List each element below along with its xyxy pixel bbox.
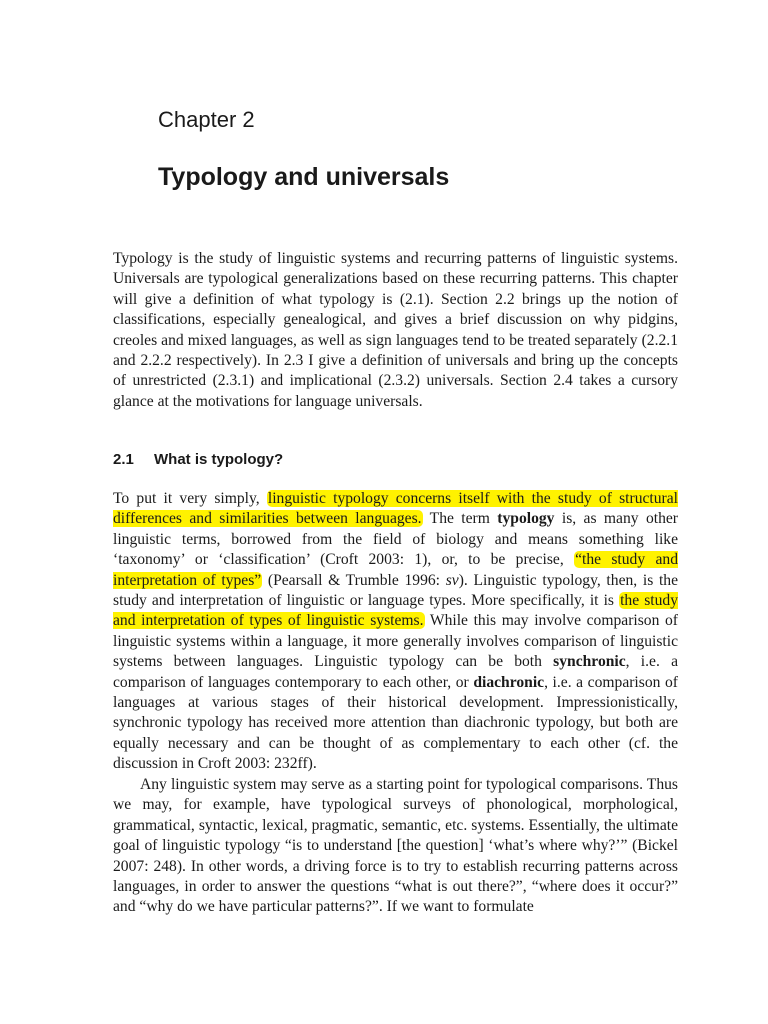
term-synchronic: synchronic	[553, 653, 626, 671]
text-run: (Pearsall & Trumble 1996:	[262, 571, 446, 589]
italic-sv: sv	[445, 571, 459, 589]
chapter-title: Typology and universals	[158, 163, 450, 191]
text-run: , i.e. a comparison of languages contemporary to each other, or	[113, 653, 678, 691]
text-run: , i.e. a comparison of languages at various stages of their historical development. Impressionistically, synchronic typology has received more attention than diachronic typology, but both are equally necessary and can be thought of as complementary to each other (cf. the discussion in Croft 2003: 232ff).	[113, 673, 678, 773]
text-run: To put it very simply,	[113, 490, 267, 507]
chapter-label: Chapter 2	[158, 107, 255, 132]
text-run: While this may involve comparison of linguistic systems within a language, it more generally involves comparison of linguistic systems between languages. Linguistic typology can be both	[113, 612, 678, 671]
text-run: The term	[422, 510, 498, 528]
body-paragraph-2: Any linguistic system may serve as a starting point for typological comparisons. Thus we may, for example, have typological surveys of phonological, morphological, grammatical, syntactic, lexical, pragmatic, semantic, etc. systems. Essentially, the ultimate goal of linguistic typology “is to understand [the question] ‘what’s where why?’” (Bickel 2007: 248). In other words, a driving force is to try to establish recurring patterns across languages, in order to answer the questions “what is out there?”, “where does it occur?” and “why do we have particular patterns?”. If we want to formulate	[113, 776, 678, 916]
text-run: is, as many other linguistic terms, borrowed from the field of biology and means something like ‘taxonomy’ or ‘classification’ (Croft 2003: 1), or, to be precise,	[113, 510, 679, 569]
highlight-1[interactable]: linguistic typology concerns itself with the study of structural differences and similarities between languages.	[113, 490, 678, 528]
highlight-3[interactable]: the study and interpretation of types of linguistic systems.	[113, 592, 678, 630]
term-diachronic: diachronic	[473, 673, 545, 691]
text-run: ). Linguistic typology, then, is the study and interpretation of linguistic or language types. More specifically, it is	[113, 571, 679, 610]
term-typology: typology	[497, 510, 555, 528]
section-title: What is typology?	[154, 451, 284, 468]
section-number: 2.1	[113, 451, 134, 468]
intro-paragraph: Typology is the study of linguistic systems and recurring patterns of linguistic systems. Universals are typological generalizations based on these recurring patterns. This chapter will give a definition of what typology is (2.1). Section 2.2 brings up the notion of classifications, especially genealogical, and gives a brief discussion on why pidgins, creoles and mixed languages, as well as sign languages tend to be treated separately (2.2.1 and 2.2.2 respectively). In 2.3 I give a definition of universals and bring up the concepts of unrestricted (2.3.1) and implicational (2.3.2) universals. Section 2.4 takes a cursory glance at the motivations for language universals.	[113, 250, 678, 410]
section-heading	[113, 451, 283, 468]
highlight-2[interactable]: “the study and interpretation of types”	[113, 551, 678, 589]
body-paragraph-1	[113, 489, 678, 775]
